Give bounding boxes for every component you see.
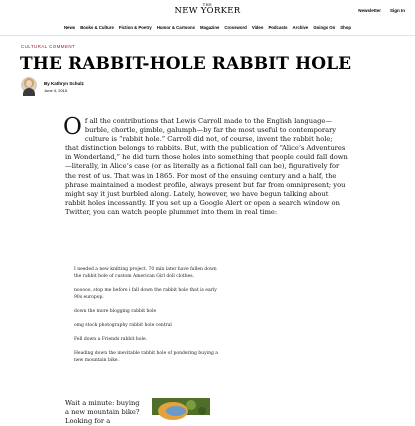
newsletter-link[interactable]: Newsletter — [358, 8, 381, 13]
quote-item: I needed a new knitting project. 70 min later have fallen down the rabbit hole of custom American Girl doll clothes. — [74, 267, 217, 279]
article-body — [63, 114, 348, 217]
quote-item: Fell down a Friends rabbit hole. — [74, 337, 148, 342]
nav-item-humor-cartoons[interactable]: Humor & Cartoons — [156, 25, 196, 30]
byline — [44, 81, 84, 86]
nav-item-archive[interactable]: Archive — [292, 25, 309, 30]
logo-wordmark: NEW YORKER — [174, 6, 241, 16]
nav-item-crossword[interactable]: Crossword — [224, 25, 247, 30]
author-avatar — [21, 77, 37, 93]
article-rubric[interactable]: CULTURAL COMMENT — [21, 44, 76, 49]
site-logo[interactable] — [0, 3, 415, 16]
article-paragraph: f all the contributions that Lewis Carroll made to the English language—burble, chortle, gimble, galumph—by far the most useful to contemporary culture is “rabbit hole.” Carroll did not, of course, invent the rabbit hole; that distinction belongs to rabbits. But, with the publication of “Alice’s Adventures in Wonderland,” he did turn those holes into something that people could fall down—literally, in Alice’s case (or as literally as a fictional fall can be), figuratively for the rest of us. That was in 1865. For most of the ensuing century and a half, the phrase maintained a modest profile, always present but far from omnipresent; you might say it just burbled along. Lately, however, we have begun talking about rabbit holes incessantly. If you set up a Google Alert or open a search window on Twitter, you can watch people plummet into them in real time: — [65, 117, 348, 216]
logo-the: THE — [202, 3, 213, 7]
site-header — [0, 0, 415, 36]
publish-date: June 4, 2015 — [44, 88, 68, 93]
quoted-tweets — [74, 266, 220, 371]
nav-item-shop[interactable]: Shop — [340, 25, 352, 30]
article-title: THE RABBIT-HOLE RABBIT HOLE — [20, 54, 352, 74]
author-link[interactable]: Kathryn Schulz — [51, 81, 84, 86]
quote-item: Heading down the inevitable rabbit hole of pondering buying a new mountain bike. — [74, 351, 218, 363]
quote-item: nooooo, stop me before i fall down the rabbit hole that is early 90s europop. — [74, 288, 217, 300]
byline-prefix: By — [44, 81, 52, 86]
nav-item-books-culture[interactable]: Books & Culture — [80, 25, 114, 30]
sign-in-link[interactable]: Sign In — [390, 8, 405, 13]
quote-item: omg stock photography rabbit hole central — [74, 323, 172, 328]
header-actions — [358, 8, 405, 13]
nav-item-video[interactable]: Video — [251, 25, 264, 30]
nav-item-goings-on[interactable]: Goings On — [313, 25, 336, 30]
article-illustration — [152, 398, 210, 415]
nav-item-podcasts[interactable]: Podcasts — [268, 25, 288, 30]
drop-cap: O — [63, 114, 82, 140]
article-continuation: Wait a minute: buying a new mountain bike? Looking for a — [65, 399, 140, 426]
nav-item-fiction-poetry[interactable]: Fiction & Poetry — [118, 25, 152, 30]
quote-item: down the more blogging rabbit hole — [74, 309, 157, 314]
nav-item-magazine[interactable]: Magazine — [200, 25, 220, 30]
section-nav — [0, 25, 415, 30]
nav-item-news[interactable]: News — [63, 25, 76, 30]
